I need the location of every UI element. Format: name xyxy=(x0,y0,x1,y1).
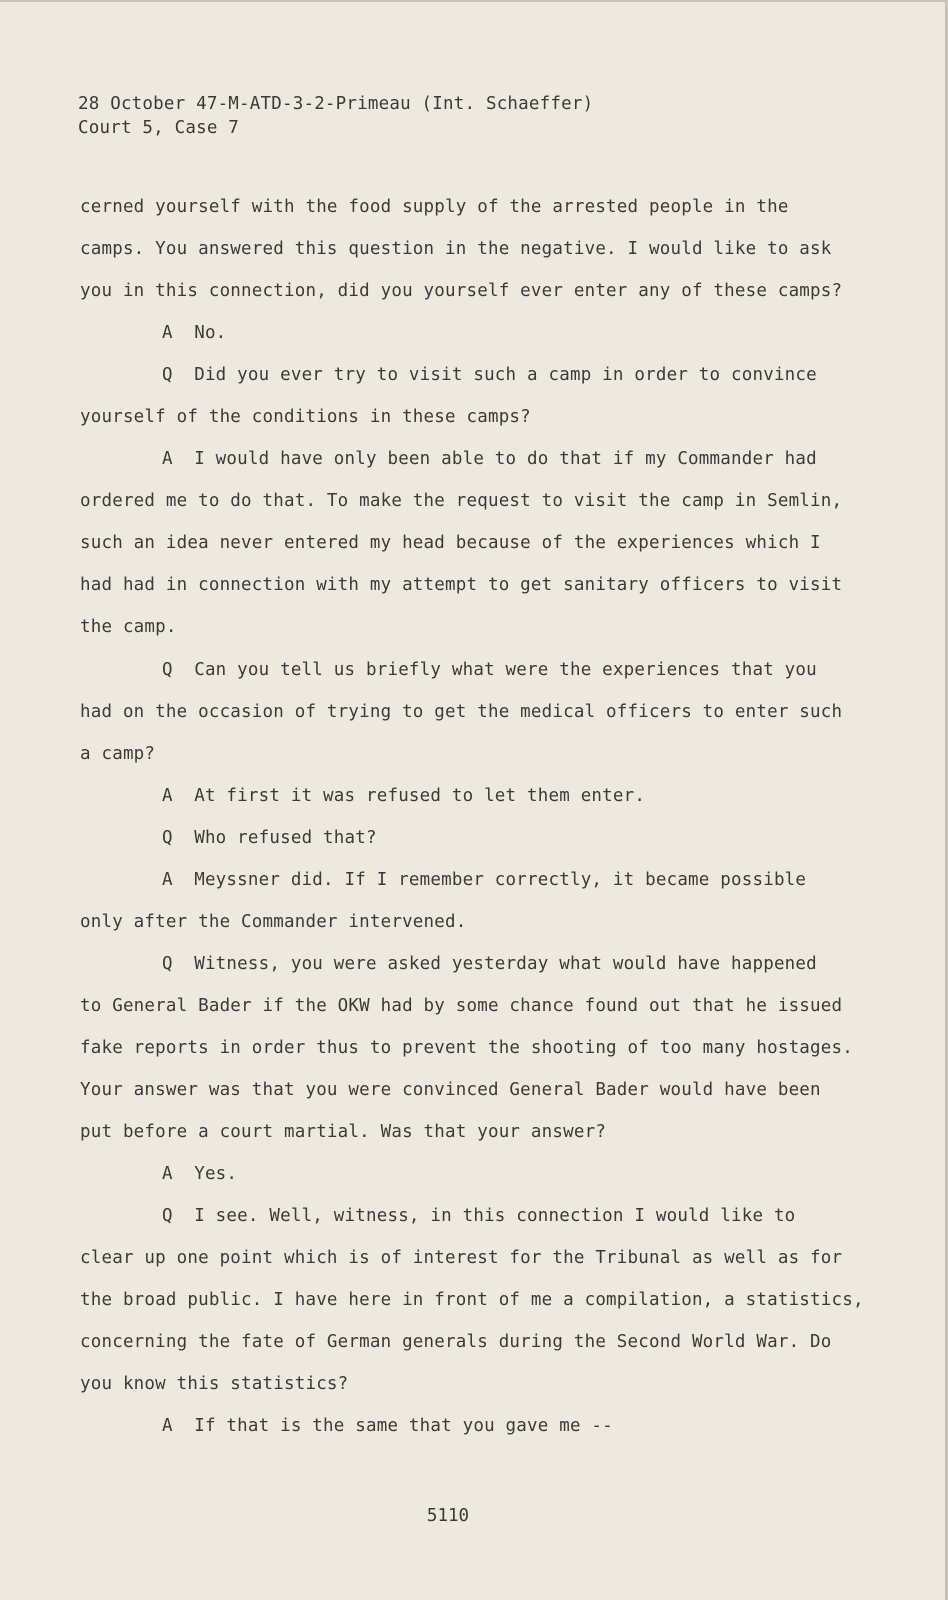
transcript-line: ordered me to do that. To make the request to visit the camp in Semlin, xyxy=(80,491,843,512)
transcript-line: the camp. xyxy=(80,617,177,638)
transcript-line: A No. xyxy=(162,323,227,344)
transcript-body xyxy=(80,193,864,1454)
transcript-line: Q I see. Well, witness, in this connection I would like to xyxy=(162,1206,796,1227)
page-number: 5110 xyxy=(426,1506,470,1526)
transcript-line: A Yes. xyxy=(162,1164,238,1185)
transcript-line: had on the occasion of trying to get the medical officers to enter such xyxy=(80,701,843,722)
transcript-line: Q Did you ever try to visit such a camp in order to convince xyxy=(162,365,817,386)
page-edge-top xyxy=(0,0,948,2)
transcript-line: clear up one point which is of interest for the Tribunal as well as for xyxy=(80,1248,843,1269)
transcript-line: Q Who refused that? xyxy=(162,827,377,848)
transcript-line: yourself of the conditions in these camps? xyxy=(80,407,531,428)
transcript-line: only after the Commander intervened. xyxy=(80,911,467,932)
transcript-line: such an idea never entered my head because of the experiences which I xyxy=(80,533,821,554)
transcript-line: had had in connection with my attempt to get sanitary officers to visit xyxy=(80,575,843,596)
transcript-line: concerning the fate of German generals during the Second World War. Do xyxy=(80,1332,832,1353)
transcript-line: A At first it was refused to let them enter. xyxy=(162,785,646,806)
document-header xyxy=(78,92,593,140)
header-line-1: 28 October 47-M-ATD-3-2-Primeau (Int. Schaeffer) xyxy=(78,94,594,114)
transcript-line: a camp? xyxy=(80,743,156,764)
transcript-line: A I would have only been able to do that if my Commander had xyxy=(162,449,817,470)
transcript-line: the broad public. I have here in front of me a compilation, a statistics, xyxy=(80,1290,864,1311)
transcript-line: A Meyssner did. If I remember correctly, it became possible xyxy=(162,869,807,890)
transcript-line: fake reports in order thus to prevent the shooting of too many hostages. xyxy=(80,1037,853,1058)
transcript-line: camps. You answered this question in the negative. I would like to ask xyxy=(80,239,832,260)
transcript-line: put before a court martial. Was that your answer? xyxy=(80,1122,607,1143)
transcript-line: Your answer was that you were convinced General Bader would have been xyxy=(80,1079,821,1100)
transcript-line: A If that is the same that you gave me -- xyxy=(162,1416,613,1437)
transcript-line: Q Can you tell us briefly what were the experiences that you xyxy=(162,659,817,680)
transcript-line: you in this connection, did you yourself ever enter any of these camps? xyxy=(80,281,843,302)
header-line-2: Court 5, Case 7 xyxy=(78,118,240,138)
transcript-line: to General Bader if the OKW had by some chance found out that he issued xyxy=(80,995,843,1016)
transcript-line: Q Witness, you were asked yesterday what would have happened xyxy=(162,953,817,974)
transcript-line: cerned yourself with the food supply of the arrested people in the xyxy=(80,197,789,217)
transcript-line: you know this statistics? xyxy=(80,1374,349,1395)
